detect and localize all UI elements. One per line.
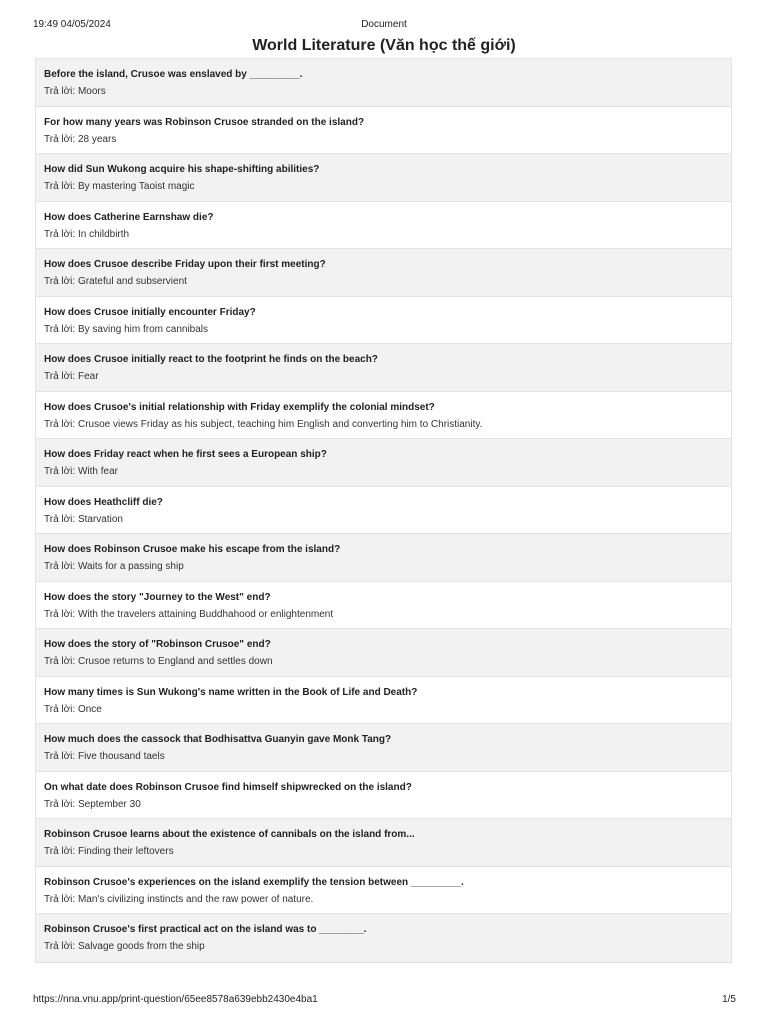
- answer-text: With fear: [77, 466, 118, 477]
- answer-text: Man's civilizing instincts and the raw power of nature.: [77, 893, 314, 905]
- question-item: [36, 154, 731, 202]
- answer-text: With the travelers attaining Buddhahood or enlightenment: [77, 608, 334, 620]
- answer-prefix: Trả lời:: [44, 181, 76, 192]
- answer-prefix: Trả lời:: [44, 893, 76, 905]
- print-document-title: Document: [361, 19, 407, 30]
- question-text: Robinson Crusoe's first practical act on the island was to ________.: [44, 924, 367, 935]
- question-item: [36, 914, 731, 962]
- answer-text: Waits for a passing ship: [77, 561, 184, 572]
- question-item: [36, 107, 731, 155]
- answer-prefix: Trả lời:: [44, 941, 76, 952]
- question-text: How does the story "Journey to the West" end?: [44, 591, 271, 603]
- answer-prefix: Trả lời:: [44, 846, 76, 857]
- print-datetime: 19:49 04/05/2024: [33, 19, 111, 30]
- answer-prefix: Trả lời:: [44, 751, 76, 762]
- answer-prefix: Trả lời:: [44, 656, 76, 667]
- page-number: 1/5: [722, 994, 736, 1005]
- answer-text: By mastering Taoist magic: [77, 181, 195, 192]
- answer-line: [44, 656, 723, 668]
- answer-text: Fear: [77, 371, 99, 382]
- answer-prefix: Trả lời:: [44, 133, 76, 145]
- question-item: [36, 677, 731, 725]
- answer-text: Moors: [77, 86, 106, 97]
- answer-text: Once: [77, 703, 102, 715]
- answer-prefix: Trả lời:: [44, 86, 76, 97]
- question-item: [36, 534, 731, 582]
- question-text: Robinson Crusoe learns about the existence of cannibals on the island from...: [44, 829, 415, 840]
- answer-prefix: Trả lời:: [44, 418, 76, 430]
- answer-prefix: Trả lời:: [44, 513, 76, 525]
- answer-line: [44, 324, 723, 336]
- question-text: How does the story of "Robinson Crusoe" end?: [44, 639, 271, 650]
- question-item: [36, 249, 731, 297]
- answer-line: [44, 941, 723, 953]
- question-item: [36, 629, 731, 677]
- question-list: [35, 58, 732, 963]
- question-item: [36, 59, 731, 107]
- answer-text: Salvage goods from the ship: [77, 941, 205, 952]
- answer-line: [44, 134, 723, 146]
- answer-line: [44, 561, 723, 573]
- answer-text: Grateful and subservient: [77, 276, 187, 287]
- answer-text: In childbirth: [77, 228, 130, 240]
- answer-prefix: Trả lời:: [44, 228, 76, 240]
- answer-text: Finding their leftovers: [77, 846, 174, 857]
- question-item: [36, 487, 731, 535]
- answer-text: Starvation: [77, 513, 123, 525]
- question-text: How does Catherine Earnshaw die?: [44, 211, 214, 223]
- answer-line: [44, 466, 723, 478]
- question-text: Before the island, Crusoe was enslaved by _________.: [44, 69, 303, 80]
- answer-prefix: Trả lời:: [44, 371, 76, 382]
- question-item: [36, 772, 731, 820]
- answer-text: Crusoe returns to England and settles down: [77, 656, 273, 667]
- question-item: [36, 724, 731, 772]
- question-item: [36, 439, 731, 487]
- answer-line: [44, 276, 723, 288]
- question-item: [36, 582, 731, 630]
- question-item: [36, 344, 731, 392]
- answer-line: [44, 371, 723, 383]
- answer-line: [44, 419, 723, 431]
- answer-text: Five thousand taels: [77, 751, 165, 762]
- question-text: On what date does Robinson Crusoe find himself shipwrecked on the island?: [44, 781, 412, 793]
- question-item: [36, 819, 731, 867]
- question-text: For how many years was Robinson Crusoe stranded on the island?: [44, 116, 365, 128]
- question-text: How many times is Sun Wukong's name written in the Book of Life and Death?: [44, 686, 418, 698]
- answer-line: [44, 799, 723, 811]
- question-text: How did Sun Wukong acquire his shape-shifting abilities?: [44, 164, 320, 175]
- answer-line: [44, 846, 723, 858]
- answer-prefix: Trả lời:: [44, 561, 76, 572]
- print-url: https://nna.vnu.app/print-question/65ee8578a639ebb2430e4ba1: [33, 994, 318, 1005]
- question-item: [36, 392, 731, 440]
- answer-text: Crusoe views Friday as his subject, teaching him English and converting him to Christianity.: [77, 418, 483, 430]
- answer-text: 28 years: [77, 133, 117, 145]
- question-text: How does Crusoe initially react to the footprint he finds on the beach?: [44, 354, 378, 365]
- answer-line: [44, 86, 723, 98]
- question-item: [36, 202, 731, 250]
- question-text: How does Crusoe's initial relationship with Friday exemplify the colonial mindset?: [44, 401, 435, 413]
- question-text: Robinson Crusoe's experiences on the island exemplify the tension between _________.: [44, 876, 464, 888]
- question-text: How much does the cassock that Bodhisattva Guanyin gave Monk Tang?: [44, 734, 392, 745]
- answer-line: [44, 894, 723, 906]
- question-text: How does Crusoe describe Friday upon their first meeting?: [44, 259, 326, 270]
- question-item: [36, 297, 731, 345]
- answer-prefix: Trả lời:: [44, 798, 76, 810]
- print-header: [0, 19, 768, 31]
- answer-line: [44, 751, 723, 763]
- answer-text: September 30: [77, 798, 141, 810]
- question-text: How does Crusoe initially encounter Friday?: [44, 306, 256, 318]
- answer-line: [44, 229, 723, 241]
- answer-prefix: Trả lời:: [44, 466, 76, 477]
- question-text: How does Friday react when he first sees a European ship?: [44, 449, 327, 460]
- answer-prefix: Trả lời:: [44, 608, 76, 620]
- answer-prefix: Trả lời:: [44, 703, 76, 715]
- answer-prefix: Trả lời:: [44, 276, 76, 287]
- answer-prefix: Trả lời:: [44, 323, 76, 335]
- question-item: [36, 867, 731, 915]
- answer-line: [44, 514, 723, 526]
- question-text: How does Robinson Crusoe make his escape from the island?: [44, 544, 341, 555]
- answer-text: By saving him from cannibals: [77, 323, 209, 335]
- page-title: World Literature (Văn học thế giới): [252, 37, 516, 54]
- question-text: How does Heathcliff die?: [44, 496, 163, 508]
- answer-line: [44, 704, 723, 716]
- answer-line: [44, 181, 723, 193]
- answer-line: [44, 609, 723, 621]
